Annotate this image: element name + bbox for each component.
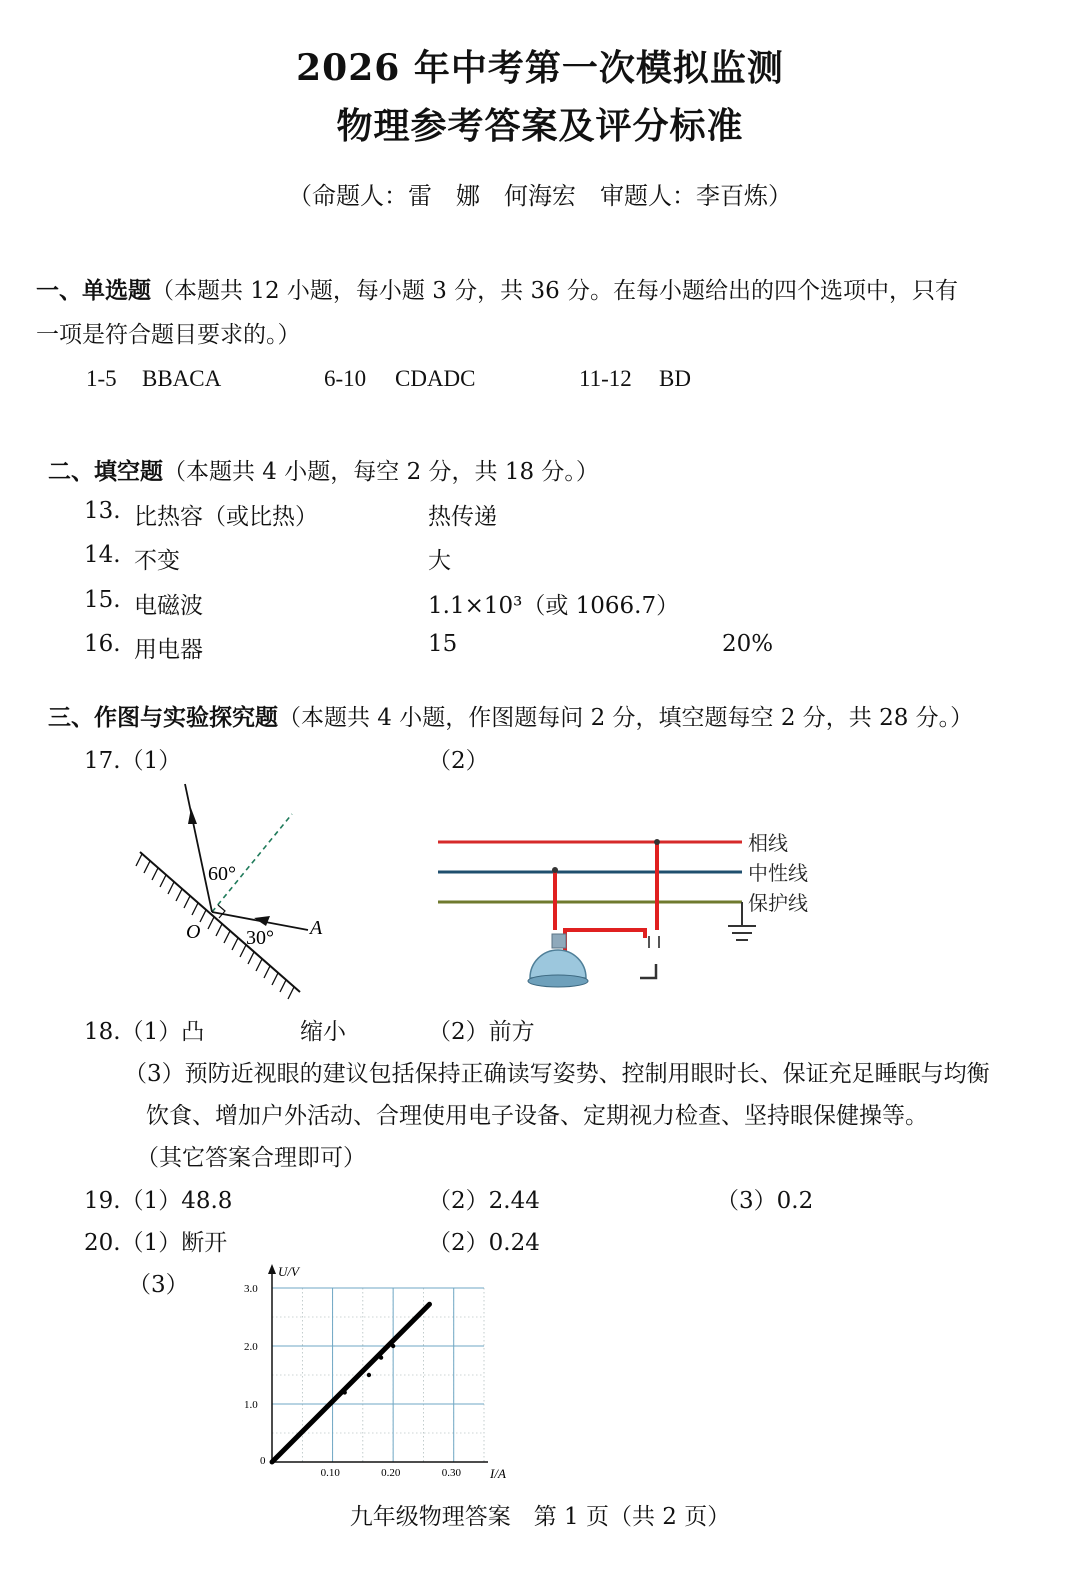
q20-line — [84, 1224, 227, 1257]
q15-answer-1: 电磁波 — [134, 593, 203, 619]
q20-part1: （1）断开 — [120, 1230, 228, 1256]
data-point — [391, 1344, 395, 1348]
origin-label: 0 — [260, 1455, 266, 1467]
y-tick-label: 1.0 — [244, 1399, 258, 1411]
q18-part1b: 缩小 — [300, 1019, 346, 1045]
wiring-diagram — [430, 826, 830, 992]
y-tick-label: 3.0 — [244, 1283, 258, 1295]
title-line-2: 物理参考答案及评分标准 — [336, 105, 744, 147]
q13-answer-2: 热传递 — [428, 504, 497, 530]
q20-num: 20. — [84, 1230, 121, 1256]
q19-part3: （3）0.2 — [716, 1188, 814, 1214]
chart-marks — [272, 1304, 429, 1462]
reflection-diagram — [128, 778, 348, 1000]
q18-part1: （1）凸 — [120, 1019, 205, 1045]
q17-label — [84, 742, 181, 775]
q20-part3: （3） — [128, 1272, 189, 1298]
u-i-chart — [238, 1258, 528, 1480]
data-point — [342, 1390, 346, 1394]
mc-range-2: 6-10 — [324, 366, 367, 391]
q19-line — [84, 1182, 232, 1215]
section1-heading: 一、单选题 — [36, 277, 151, 304]
x-axis-label: I/A — [490, 1466, 506, 1480]
q15-num: 15. — [84, 587, 121, 613]
label-ground: 保护线 — [748, 893, 808, 915]
mc-answers-3: BD — [659, 366, 691, 391]
label-live: 相线 — [748, 833, 788, 855]
mc-answers-1: BBACA — [142, 366, 222, 391]
q19-num: 19. — [84, 1188, 121, 1214]
mc-range-3: 11-12 — [579, 366, 632, 391]
reflected-ray — [185, 784, 212, 912]
q19-part2: （2）2.44 — [428, 1188, 540, 1214]
q18-part3-line3: （其它答案合理即可） — [136, 1145, 366, 1171]
title-line-1: 2026 年中考第一次模拟监测 — [296, 47, 784, 89]
q16-answer-1: 用电器 — [134, 637, 203, 663]
point-o-label: O — [186, 921, 201, 943]
x-tick-label: 0.10 — [320, 1467, 340, 1479]
q18-line1 — [84, 1013, 204, 1046]
data-point — [367, 1373, 371, 1377]
junction-live — [654, 839, 660, 845]
junction-neutral — [552, 867, 558, 873]
section3-heading: 三、作图与实验探究题 — [48, 704, 278, 731]
q18-part2: （2）前方 — [428, 1019, 535, 1045]
y-tick-label: 2.0 — [244, 1341, 258, 1353]
q20-part2: （2）0.24 — [428, 1230, 540, 1256]
point-a-label: A — [310, 917, 323, 939]
authors-line: （命题人：雷 娜 何海宏 审题人：李百炼） — [288, 182, 792, 210]
y-axis-arrow — [268, 1264, 276, 1274]
fit-line — [272, 1304, 429, 1462]
page-footer: 九年级物理答案 第 1 页（共 2 页） — [349, 1504, 731, 1530]
label-neutral: 中性线 — [748, 863, 808, 885]
q18-num: 18. — [84, 1019, 121, 1045]
q14-answer-1: 不变 — [134, 548, 180, 574]
switch-lamp-circuit — [555, 840, 657, 952]
mc-range-1: 1-5 — [86, 366, 117, 391]
lamp-socket — [552, 934, 566, 948]
section1-desc-1: （本题共 12 小题，每小题 3 分，共 36 分。在每小题给出的四个选项中，只有 — [151, 278, 959, 304]
section1-desc-2: 一项是符合题目要求的。） — [36, 322, 301, 348]
q17-num: 17. — [84, 748, 121, 774]
section3-line — [48, 699, 973, 732]
section1-line1 — [36, 272, 958, 305]
section2-line — [48, 453, 599, 486]
q16-answer-3: 20% — [722, 631, 774, 657]
q15-answer-2: 1.1×10³（或 1066.7） — [428, 593, 680, 619]
angle-60-label: 60° — [208, 863, 236, 885]
y-axis-label: U/V — [278, 1264, 299, 1279]
q14-answer-2: 大 — [428, 548, 451, 574]
section2-desc: （本题共 4 小题，每空 2 分，共 18 分。） — [163, 459, 599, 485]
x-tick-label: 0.20 — [381, 1467, 401, 1479]
q13-answer-1: 比热容（或比热） — [134, 504, 318, 530]
q17-part2: （2） — [428, 748, 489, 774]
q14-num: 14. — [84, 542, 121, 568]
q18-part3-line2: 饮食、增加户外活动、合理使用电子设备、定期视力检查、坚持眼保健操等。 — [146, 1103, 928, 1129]
q19-part1: （1）48.8 — [120, 1188, 233, 1214]
q16-num: 16. — [84, 631, 121, 657]
angle-30-label: 30° — [246, 927, 274, 949]
right-angle-mark — [218, 905, 225, 918]
q16-answer-2: 15 — [428, 631, 458, 657]
chart-grid — [272, 1288, 484, 1462]
q18-part3-line1: （3）预防近视眼的建议包括保持正确读写姿势、控制用眼时长、保证充足睡眠与均衡 — [124, 1061, 990, 1087]
section3-desc: （本题共 4 小题，作图题每问 2 分，填空题每空 2 分，共 28 分。） — [278, 705, 974, 731]
reflected-arrow — [188, 808, 197, 824]
q13-num: 13. — [84, 498, 121, 524]
switch-body — [640, 964, 656, 978]
q17-part1: （1） — [120, 748, 182, 774]
mc-answers-2: CDADC — [395, 366, 476, 391]
lamp-rim — [528, 975, 588, 987]
data-point — [379, 1355, 383, 1359]
section2-heading: 二、填空题 — [48, 458, 163, 485]
lamp-icon — [530, 950, 586, 978]
x-tick-label: 0.30 — [441, 1467, 461, 1479]
